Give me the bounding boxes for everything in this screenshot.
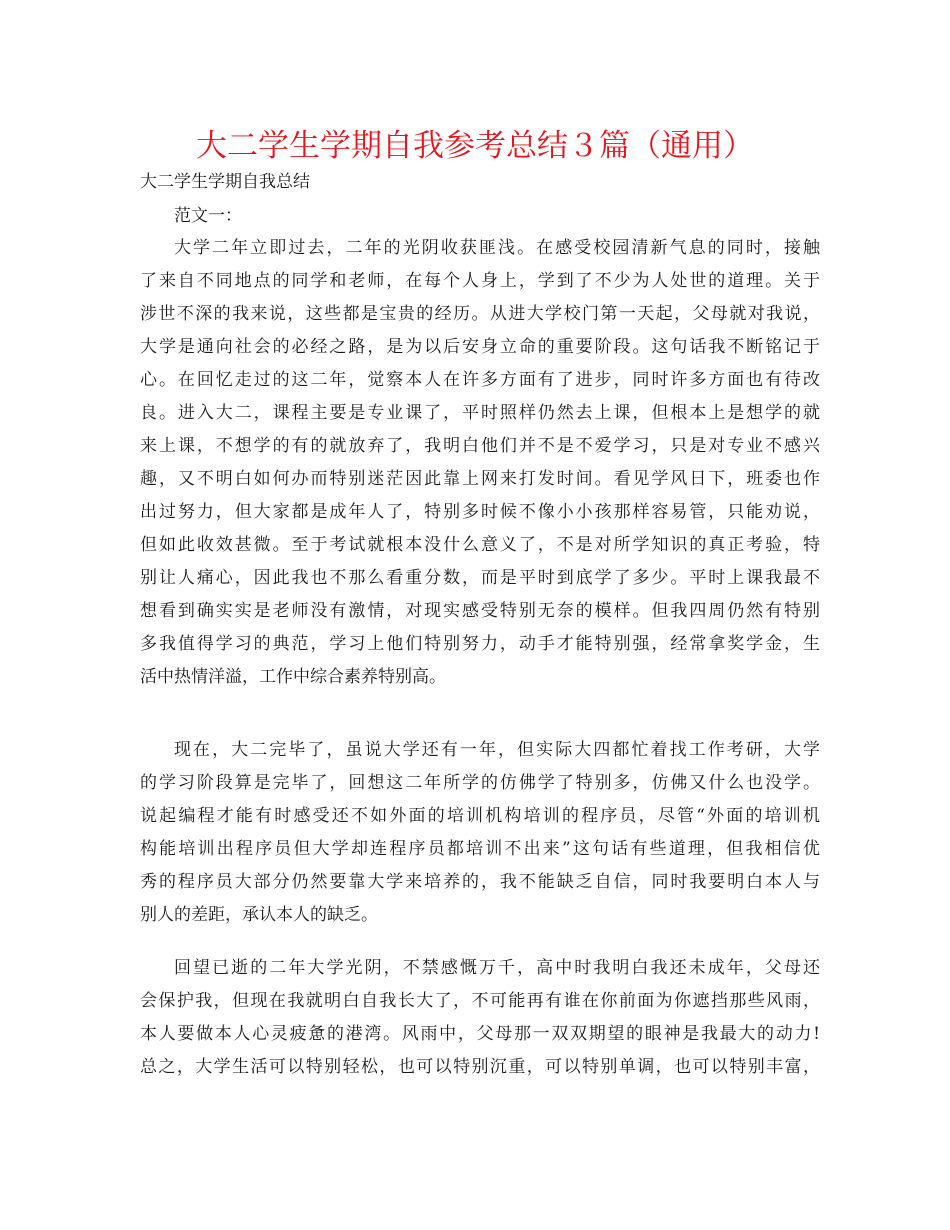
section-heading: 范文一： xyxy=(174,206,242,226)
paragraph-3 xyxy=(140,952,820,1084)
paragraph-line: 回望已逝的二年大学光阴，不禁感慨万千，高中时我明白我还未成年，父母还 xyxy=(174,958,820,978)
document-title: 大二学生学期自我参考总结３篇（通用） xyxy=(196,128,754,164)
paragraph-line: 别让人痛心，因此我也不那么看重分数，而是平时到底学了多少。平时上课我最不 xyxy=(140,568,820,588)
paragraph-line: 涉世不深的我来说，这些都是宝贵的经历。从进大学校门第一天起，父母就对我说， xyxy=(140,304,820,324)
paragraph-line: 本人要做本人心灵疲惫的港湾。风雨中，父母那一双双期望的眼神是我最大的动力! xyxy=(140,1024,820,1044)
paragraph-line: 的学习阶段算是完毕了，回想这二年所学的仿佛学了特别多，仿佛又什么也没学。 xyxy=(140,773,820,793)
paragraph-line: 大学是通向社会的必经之路，是为以后安身立命的重要阶段。这句话我不断铭记于 xyxy=(140,337,820,357)
paragraph-line: 活中热情洋溢，工作中综合素养特别高。 xyxy=(140,667,446,687)
paragraph-line: 想看到确实实是老师没有激情，对现实感受特别无奈的模样。但我四周仍然有特别 xyxy=(140,601,820,621)
paragraph-line: 出过努力，但大家都是成年人了，特别多时候不像小小孩那样容易管，只能劝说， xyxy=(140,502,820,522)
paragraph-line: 大学二年立即过去，二年的光阴收获匪浅。在感受校园清新气息的同时，接触 xyxy=(174,238,820,258)
paragraph-line: 说起编程才能有时感受还不如外面的培训机构培训的程序员，尽管“外面的培训机 xyxy=(140,806,820,826)
paragraph-line: 别人的差距，承认本人的缺乏。 xyxy=(140,905,378,925)
paragraph-line: 秀的程序员大部分仍然要靠大学来培养的，我不能缺乏自信，同时我要明白本人与 xyxy=(140,872,820,892)
paragraph-line: 会保护我，但现在我就明白自我长大了，不可能再有谁在你前面为你遮挡那些风雨， xyxy=(140,991,820,1011)
paragraph-line: 多我值得学习的典范，学习上他们特别努力，动手才能特别强，经常拿奖学金，生 xyxy=(140,634,820,654)
paragraph-line: 心。在回忆走过的这二年，觉察本人在许多方面有了进步，同时许多方面也有待改 xyxy=(140,370,820,390)
paragraph-line: 了来自不同地点的同学和老师，在每个人身上，学到了不少为人处世的道理。关于 xyxy=(140,271,820,291)
paragraph-line: 但如此收效甚微。至于考试就根本没什么意义了，不是对所学知识的真正考验，特 xyxy=(140,535,820,555)
paragraph-line: 良。进入大二，课程主要是专业课了，平时照样仍然去上课，但根本上是想学的就 xyxy=(140,403,820,423)
paragraph-line: 现在，大二完毕了，虽说大学还有一年，但实际大四都忙着找工作考研，大学 xyxy=(174,740,820,760)
paragraph-line: 总之，大学生活可以特别轻松，也可以特别沉重，可以特别单调，也可以特别丰富， xyxy=(140,1057,820,1077)
paragraph-1 xyxy=(140,232,820,694)
document-subtitle: 大二学生学期自我总结 xyxy=(140,172,310,192)
paragraph-line: 趣，又不明白如何办而特别迷茫因此靠上网来打发时间。看见学风日下，班委也作 xyxy=(140,469,820,489)
paragraph-line: 构能培训出程序员但大学却连程序员都培训不出来”这句话有些道理，但我相信优 xyxy=(140,839,820,859)
paragraph-2 xyxy=(140,734,820,932)
paragraph-line: 来上课，不想学的有的就放弃了，我明白他们并不是不爱学习，只是对专业不感兴 xyxy=(140,436,820,456)
